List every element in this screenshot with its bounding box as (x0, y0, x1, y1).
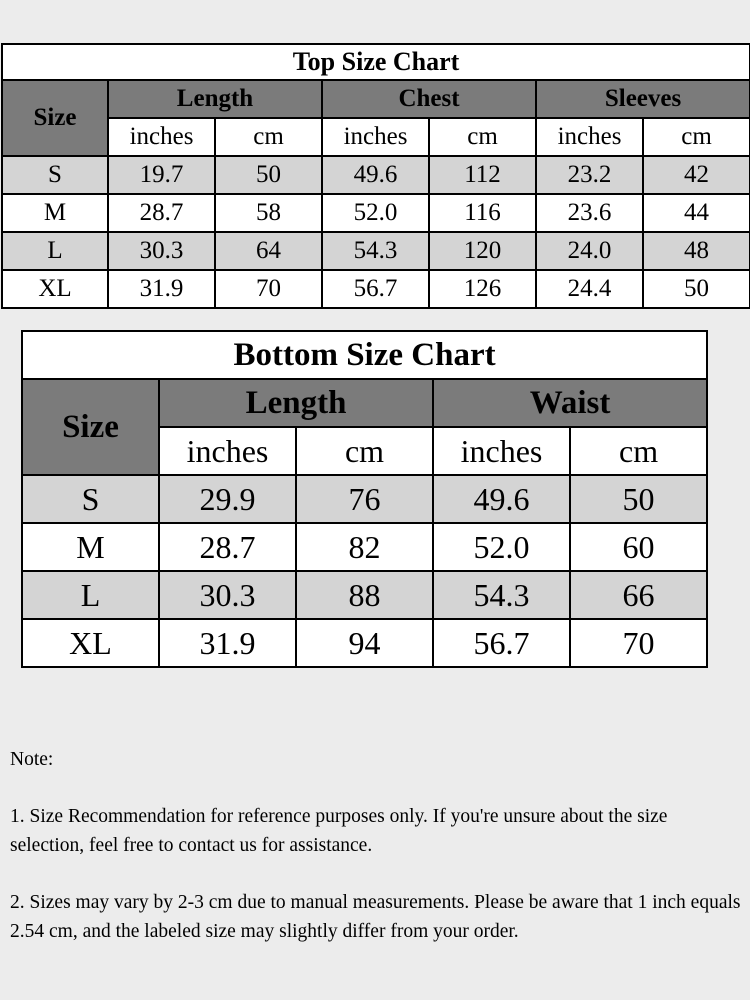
value-cell: 50 (570, 475, 707, 523)
size-cell: L (2, 232, 108, 270)
chest-group-header: Chest (322, 80, 536, 118)
unit-header: inches (433, 427, 570, 475)
table-row (2, 156, 750, 194)
unit-header: cm (296, 427, 433, 475)
bottom-size-chart (21, 330, 708, 668)
unit-header: inches (159, 427, 296, 475)
value-cell: 48 (643, 232, 750, 270)
size-cell: S (22, 475, 159, 523)
value-cell: 58 (215, 194, 322, 232)
table-row (22, 619, 707, 667)
size-cell: M (2, 194, 108, 232)
sleeves-group-header: Sleeves (536, 80, 750, 118)
value-cell: 50 (215, 156, 322, 194)
value-cell: 52.0 (322, 194, 429, 232)
table-row (22, 475, 707, 523)
value-cell: 70 (570, 619, 707, 667)
top-chart-title: Top Size Chart (2, 44, 750, 80)
value-cell: 82 (296, 523, 433, 571)
size-cell: S (2, 156, 108, 194)
value-cell: 44 (643, 194, 750, 232)
unit-header: inches (536, 118, 643, 156)
value-cell: 64 (215, 232, 322, 270)
unit-header: inches (108, 118, 215, 156)
value-cell: 56.7 (433, 619, 570, 667)
unit-header: cm (570, 427, 707, 475)
value-cell: 31.9 (108, 270, 215, 308)
value-cell: 70 (215, 270, 322, 308)
value-cell: 54.3 (433, 571, 570, 619)
size-column-header: Size (2, 80, 108, 156)
waist-group-header: Waist (433, 379, 707, 427)
size-cell: XL (22, 619, 159, 667)
table-row (2, 232, 750, 270)
value-cell: 30.3 (108, 232, 215, 270)
size-cell: L (22, 571, 159, 619)
bottom-chart-title: Bottom Size Chart (22, 331, 707, 379)
size-column-header: Size (22, 379, 159, 475)
value-cell: 31.9 (159, 619, 296, 667)
value-cell: 94 (296, 619, 433, 667)
table-row (2, 270, 750, 308)
unit-header: cm (643, 118, 750, 156)
value-cell: 24.0 (536, 232, 643, 270)
value-cell: 88 (296, 571, 433, 619)
size-cell: XL (2, 270, 108, 308)
length-group-header: Length (159, 379, 433, 427)
value-cell: 49.6 (322, 156, 429, 194)
note-item: 1. Size Recommendation for reference purposes only. If you're unsure about the size selection, feel free to contact us for assistance. (10, 806, 668, 856)
value-cell: 49.6 (433, 475, 570, 523)
top-size-chart (1, 43, 750, 309)
notes-heading: Note: (10, 749, 54, 770)
value-cell: 126 (429, 270, 536, 308)
value-cell: 23.2 (536, 156, 643, 194)
value-cell: 42 (643, 156, 750, 194)
value-cell: 30.3 (159, 571, 296, 619)
value-cell: 54.3 (322, 232, 429, 270)
note-item: 2. Sizes may vary by 2-3 cm due to manual measurements. Please be aware that 1 inch equals 2.54 cm, and the labeled size may slightly differ from your order. (10, 892, 741, 942)
value-cell: 50 (643, 270, 750, 308)
unit-header: cm (215, 118, 322, 156)
table-row (22, 523, 707, 571)
unit-header: cm (429, 118, 536, 156)
value-cell: 28.7 (159, 523, 296, 571)
value-cell: 28.7 (108, 194, 215, 232)
table-row (22, 571, 707, 619)
value-cell: 56.7 (322, 270, 429, 308)
value-cell: 60 (570, 523, 707, 571)
value-cell: 120 (429, 232, 536, 270)
value-cell: 19.7 (108, 156, 215, 194)
notes-section (10, 745, 745, 946)
table-row (2, 194, 750, 232)
value-cell: 76 (296, 475, 433, 523)
value-cell: 66 (570, 571, 707, 619)
value-cell: 116 (429, 194, 536, 232)
size-cell: M (22, 523, 159, 571)
unit-header: inches (322, 118, 429, 156)
value-cell: 23.6 (536, 194, 643, 232)
length-group-header: Length (108, 80, 322, 118)
value-cell: 24.4 (536, 270, 643, 308)
value-cell: 52.0 (433, 523, 570, 571)
value-cell: 112 (429, 156, 536, 194)
value-cell: 29.9 (159, 475, 296, 523)
